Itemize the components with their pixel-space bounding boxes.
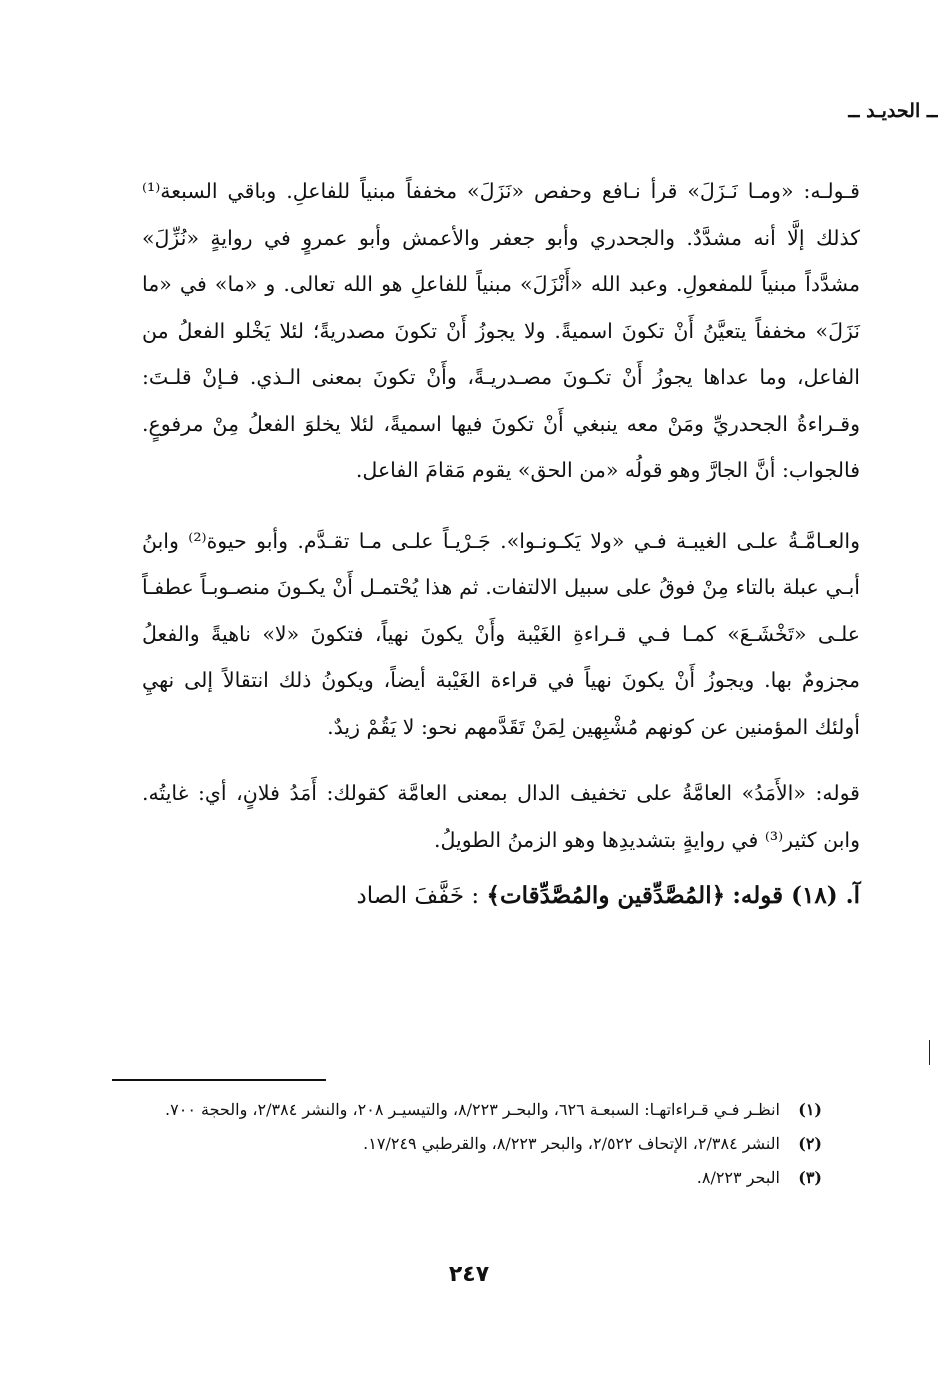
footnote-item xyxy=(117,1127,822,1161)
footnote-item xyxy=(117,1161,822,1195)
verse-heading xyxy=(142,871,860,921)
verse-number-label: آ. (١٨) قوله: xyxy=(732,882,860,909)
footnote-text: النشر ٢/٣٨٤، الإتحاف ٢/٥٢٢، والبحر ٨/٢٢٣، والقرطبي ١٧/٢٤٩. xyxy=(363,1134,780,1153)
verse-quote: ﴿المُصَّدِّقين والمُصَّدِّقات﴾ xyxy=(486,882,726,909)
footnotes xyxy=(117,1093,822,1195)
paragraph-amad: قوله: «الأَمَدُ» العامَّةُ على تخفيف الدال بمعنى العامَّة كقولك: أَمَدُ فلانٍ، أي: غايتُه. وابن كثير⁽³⁾ في روايةٍ بتشديدِها وهو الزمنُ الطويلُ. xyxy=(142,781,860,852)
verse-commentary-start: : خَفَّفَ الصاد xyxy=(356,883,480,909)
page-number: ٢٤٧ xyxy=(448,1262,490,1287)
footnote-text: انظـر فـي قـراءاتهـا: السبعـة ٦٢٦، والبحـر ٨/٢٢٣، والتيسيـر ٢٠٨، والنشر ٢/٣٨٤، والحجة ٧٠٠. xyxy=(165,1100,780,1119)
footnote-number: (٢) xyxy=(798,1134,822,1153)
footnote-text: البحر ٨/٢٢٣. xyxy=(696,1168,780,1187)
paragraph-yakunu: والعـامَّـةُ علـى الغيبـة فـي «ولا يَكـونـوا». جَـرْيـاً علـى مـا تقـدَّم. وأبو حيوة⁽²⁾ وابنُ أبـي عبلة بالتاء مِنْ فوقُ على سبيل الالتفات. ثم هذا يُحْتمـل أَنْ يكـونَ منصـوبـاً عطفـاً علـى «تَخْشَـعَ» كمـا فـي قـراءةِ الغَيْبة وأَنْ يكونَ نهياً، فتكونَ «لا» ناهيةً والفعلُ مجزومٌ بها. ويجوزُ أَنْ يكونَ نهياً في قراءة الغَيْبة أيضاً، ويكونُ ذلك انتقالاً إلى نهيِ أولئك المؤمنين عن كونهم مُشْبِهين لِمَنْ تَقَدَّمهم نحو: لا يَقُمْ زيدٌ. xyxy=(142,528,860,739)
main-text xyxy=(142,168,860,921)
footnote-separator xyxy=(112,1079,326,1081)
running-header xyxy=(143,100,938,122)
footnote-number: (٣) xyxy=(798,1168,822,1187)
scan-edge-mark xyxy=(929,1040,930,1065)
paragraph-nazala: قـولـه: «ومـا نَـزَلَ» قرأ نـافع وحفص «نَزَلَ» مخففاً مبنياً للفاعلِ. وباقي السبعة⁽¹⁾ كذلك إلَّا أنه مشدَّدٌ. والجحدري وأبو جعفر والأعمش وأبو عمروٍ في روايةٍ «نُزِّلَ» مشدَّداً مبنياً للمفعولِ. وعبد الله «أَنْزَلَ» مبنياً للفاعلِ هو الله تعالى. و «ما» في «ما نَزَلَ» مخففاً يتعيَّنُ أَنْ تكونَ اسميةً. ولا يجوزُ أَنْ تكونَ مصدريةً؛ لئلا يَخْلو الفعلُ من الفاعل، وما عداها يجوزُ أَنْ تكـونَ مصـدريـةً، وأَنْ تكونَ بمعنى الـذي. فـإنْ قلـتَ: وقـراءةُ الجحدريِّ ومَنْ معه ينبغي أَنْ تكونَ فيها اسميةً، لئلا يخلوَ الفعلُ مِنْ مرفوعٍ. فالجواب: أنَّ الجارَّ وهو قولُه «من الحق» يقوم مَقامَ الفاعل. xyxy=(142,179,860,482)
footnote-item xyxy=(117,1093,822,1127)
running-title: ــ الحديـد ــ xyxy=(848,100,938,122)
footnote-number: (١) xyxy=(798,1100,822,1119)
